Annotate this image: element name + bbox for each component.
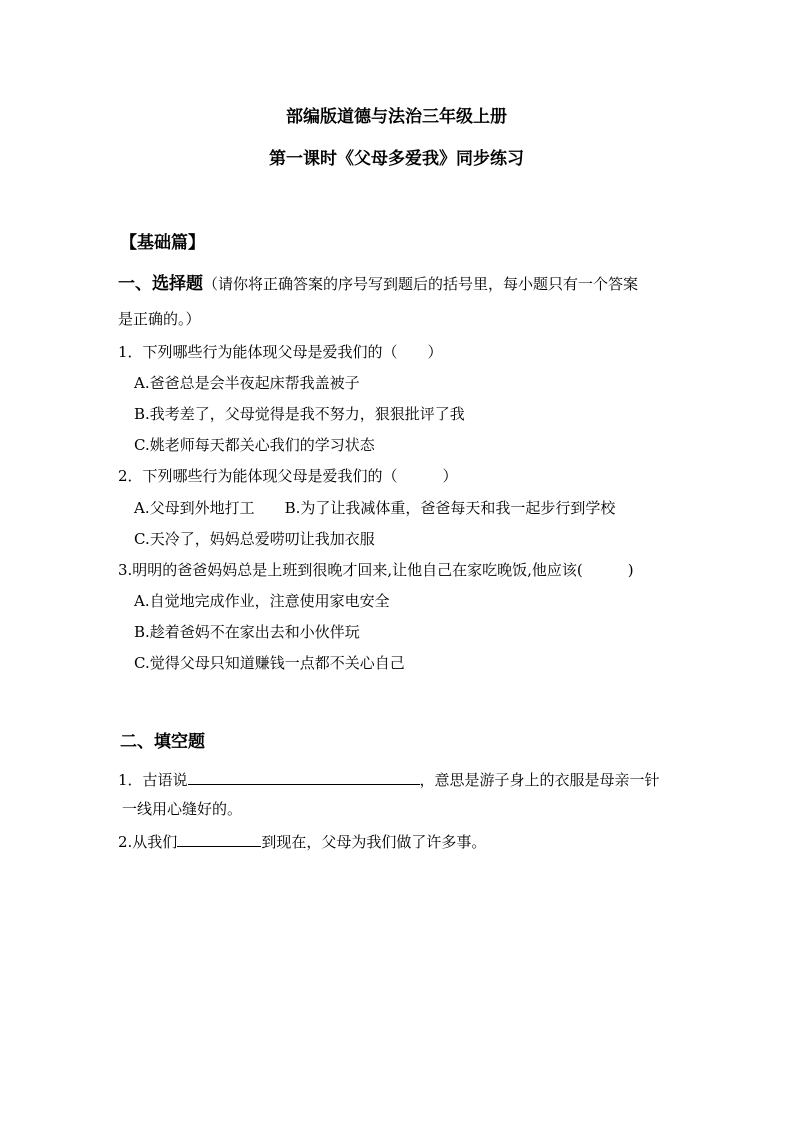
part1-instruction-cont: 是正确的。） bbox=[118, 310, 201, 328]
question-2-option-c: C.天冷了，妈妈总爱唠叨让我加衣服 bbox=[134, 530, 375, 548]
question-1-option-b: B.我考差了，父母觉得是我不努力，狠狠批评了我 bbox=[134, 405, 465, 423]
fill-question-2-suffix: 到现在，父母为我们做了许多事。 bbox=[261, 833, 487, 851]
question-2-option-ab bbox=[134, 498, 615, 518]
fill-question-1-prefix: 1．古语说 bbox=[118, 771, 188, 789]
question-2-option-b: B.为了让我减体重，爸爸每天和我一起步行到学校 bbox=[284, 499, 616, 517]
part1-heading-line bbox=[118, 274, 638, 294]
section-basic-heading: 【基础篇】 bbox=[120, 233, 205, 253]
question-3-stem: 3.明明的爸爸妈妈总是上班到很晚才回来,让他自己在家吃晚饭,他应该( ) bbox=[118, 561, 634, 579]
question-1-stem: 1．下列哪些行为能体现父母是爱我们的（ ） bbox=[118, 343, 443, 361]
fill-blank-2[interactable] bbox=[177, 830, 261, 847]
question-1-option-c: C.姚老师每天都关心我们的学习状态 bbox=[134, 436, 375, 454]
part1-heading: 一、选择题 bbox=[118, 274, 203, 294]
question-1-option-a: A.爸爸总是会半夜起床帮我盖被子 bbox=[134, 374, 360, 392]
question-3-option-c: C.觉得父母只知道赚钱一点都不关心自己 bbox=[134, 654, 405, 672]
page-subtitle: 第一课时《父母多爱我》同步练习 bbox=[269, 149, 524, 169]
fill-question-1-suffix: ，意思是游子身上的衣服是母亲一针 bbox=[419, 771, 660, 789]
part1-instruction: （请你将正确答案的序号写到题后的括号里，每小题只有一个答案 bbox=[203, 275, 639, 293]
fill-question-1-cont: 一线用心缝好的。 bbox=[122, 800, 243, 818]
fill-question-2 bbox=[118, 830, 486, 852]
page-title: 部编版道德与法治三年级上册 bbox=[286, 107, 507, 127]
fill-question-1 bbox=[118, 768, 660, 790]
question-3-option-b: B.趁着爸妈不在家出去和小伙伴玩 bbox=[134, 623, 360, 641]
fill-question-2-prefix: 2.从我们 bbox=[118, 833, 178, 851]
fill-blank-1[interactable] bbox=[188, 768, 420, 785]
question-2-option-a: A.父母到外地打工 bbox=[134, 499, 255, 517]
part2-heading: 二、填空题 bbox=[120, 732, 205, 752]
question-2-stem: 2．下列哪些行为能体现父母是爱我们的（ ） bbox=[118, 467, 458, 485]
question-3-option-a: A.自觉地完成作业，注意使用家电安全 bbox=[134, 592, 390, 610]
